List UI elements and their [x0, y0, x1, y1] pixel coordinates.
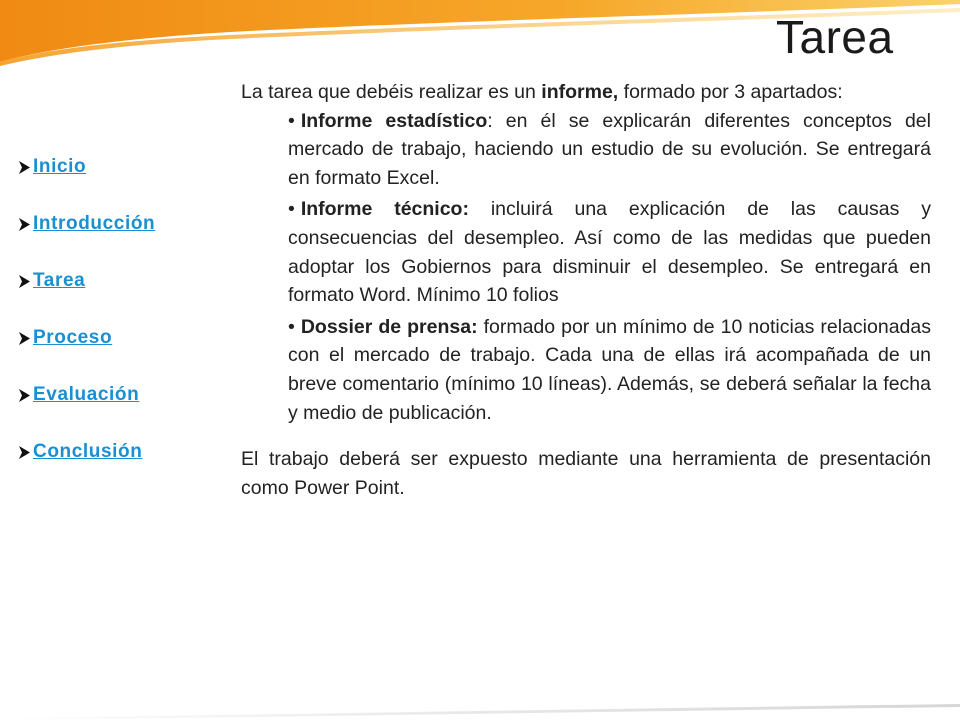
nav-link-introduccion[interactable]: Introducción [33, 213, 156, 234]
deliverables-list [241, 107, 931, 428]
intro-bold: informe, [541, 81, 619, 103]
intro-paragraph [241, 78, 931, 107]
bullet-heading: Informe técnico: [300, 198, 469, 221]
bullet-text: formado por un mínimo de 10 noticias relacionadas con el mercado de trabajo. Cada una de ellas irá acompañada de un breve comentario (mínimo 10 líneas). Además, se deberá señalar la fecha y medio de publicación. [288, 315, 931, 424]
right-arrowhead-icon [18, 445, 31, 460]
nav-item-tarea[interactable] [18, 266, 155, 296]
bullet-dot: • [288, 109, 295, 132]
intro-text: La tarea que debéis realizar es un [241, 81, 536, 103]
nav-item-introduccion[interactable] [18, 209, 155, 239]
right-arrowhead-icon [18, 217, 31, 232]
list-item [288, 195, 931, 309]
nav-link-inicio[interactable]: Inicio [33, 156, 87, 177]
right-arrowhead-icon [18, 160, 31, 175]
nav-item-inicio[interactable] [18, 152, 155, 182]
bullet-dot: • [288, 315, 295, 338]
navigation-menu [18, 152, 155, 494]
nav-link-evaluacion[interactable]: Evaluación [33, 384, 140, 405]
bullet-heading: Informe estadístico [300, 109, 488, 132]
bullet-dot: • [288, 198, 295, 221]
right-arrowhead-icon [18, 331, 31, 346]
right-arrowhead-icon [18, 388, 31, 403]
list-item [288, 107, 931, 193]
task-content [241, 78, 931, 502]
intro-text-end: formado por 3 apartados: [623, 81, 843, 103]
nav-link-conclusion[interactable]: Conclusión [33, 441, 143, 462]
bullet-text: : en él se explicarán diferentes conceptos del mercado de trabajo, haciendo un estudio de su evolución. Se entregará en formato Excel. [288, 109, 931, 189]
closing-paragraph: El trabajo deberá ser expuesto mediante una herramienta de presentación como Power Point. [241, 448, 931, 499]
slide-title: Tarea [776, 11, 894, 63]
nav-item-proceso[interactable] [18, 323, 155, 353]
bullet-text: incluirá una explicación de las causas y consecuencias del desempleo. Así como de las medidas que pueden adoptar los Gobiernos para disminuir el desempleo. Se entregará en formato Word. Mínimo 10 folios [288, 198, 931, 307]
bullet-heading: Dossier de prensa: [300, 315, 478, 338]
right-arrowhead-icon [18, 274, 31, 289]
footer-divider [0, 704, 960, 720]
nav-item-evaluacion[interactable] [18, 380, 155, 410]
nav-item-conclusion[interactable] [18, 437, 155, 467]
nav-link-tarea[interactable]: Tarea [33, 270, 86, 291]
list-item [288, 313, 931, 427]
nav-link-proceso[interactable]: Proceso [33, 327, 113, 348]
